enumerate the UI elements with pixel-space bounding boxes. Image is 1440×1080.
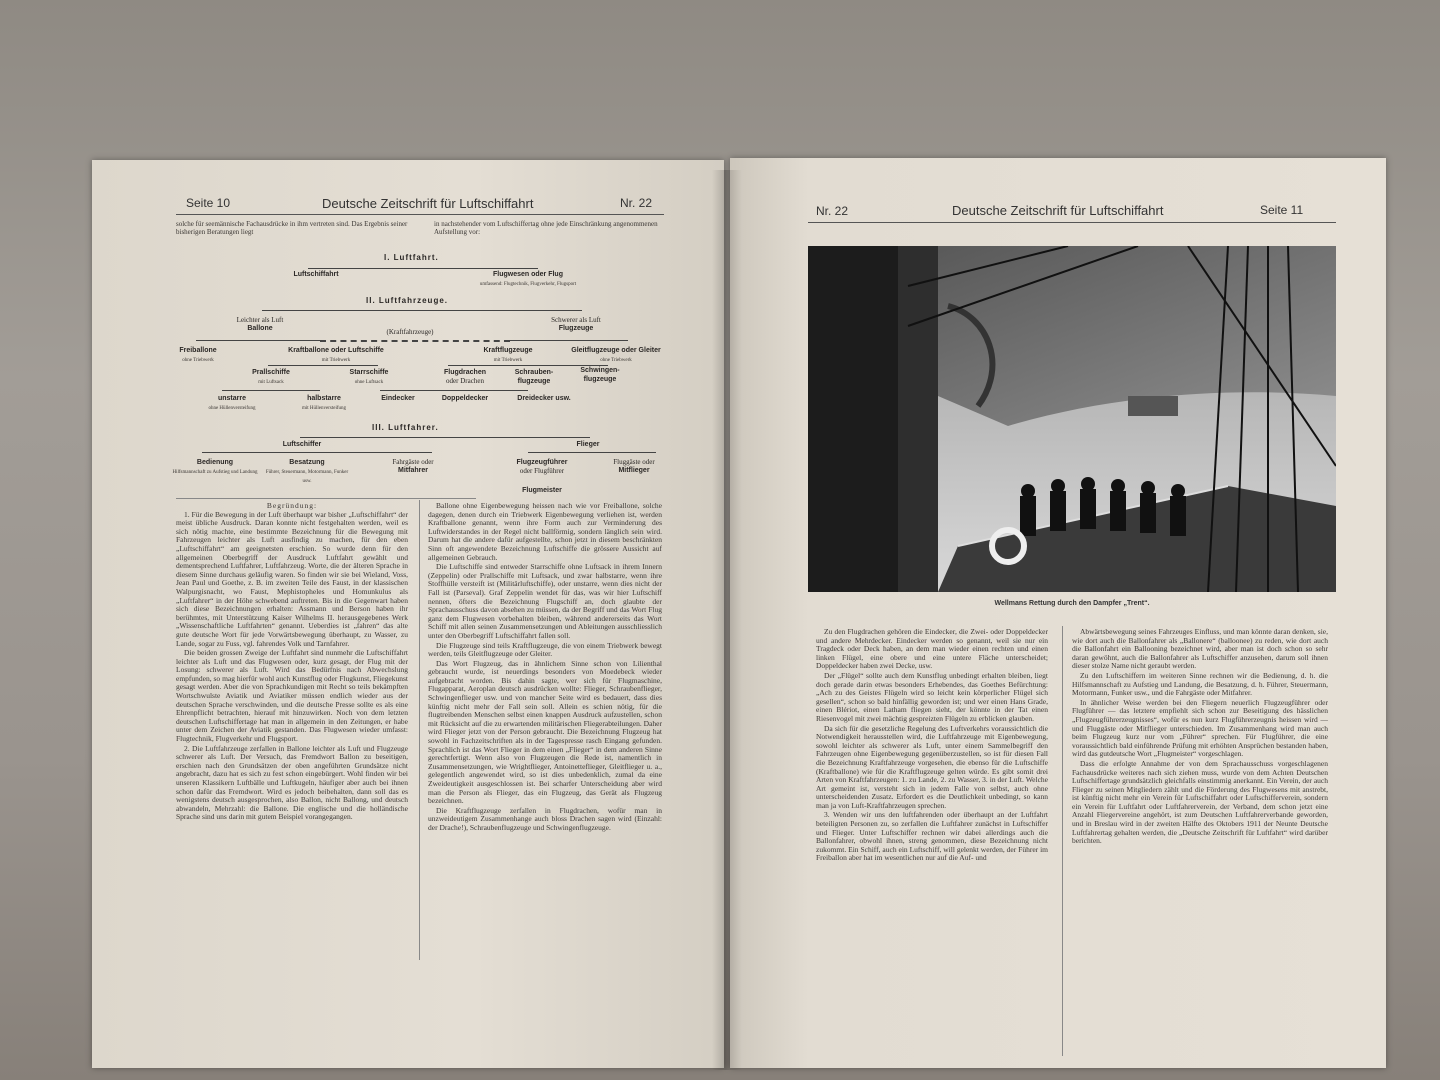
ship-airship-photo [808,246,1336,592]
kraftfahrzeuge-dashed-link [320,340,510,342]
photo-caption: Wellmans Rettung durch den Dampfer „Trent“. [994,600,1150,607]
diagram-bottom-rule [176,498,476,499]
left-col2-paragraph: Die Flugzeuge sind teils Kraftflugzeuge, die von einem Triebwerk bewegt werden, teils Gleitflugzeuge oder Gleiter. [428,640,662,659]
right-col2-paragraph: Dass die erfolgte Annahme der von dem Sprachausschuss vorgeschlagenen Fachausdrücke weiteres nach sich ziehen muss, wurde von dem Achten Deutschen Luftschiffertage grundsätzlich gleichfalls einstimmig anerkannt. Ein Verein, der auch Flieger zu seinen Mitgliedern zählt und die Förderung des Flugwesens mit anstrebt, ist künftig nicht mehr ein Verein für Luftschiffahrt oder Luftschifferverein, sondern ein Verein für Luftfahrt oder Luftfahrerverein, der Verband, dem schon jetzt eine Anzahl Fliegervereine angehört, ist zum Deutschen Luftfahrerverbande geworden, und in Breslau wird in der zweiten Hälfte des Oktobers 1911 der Neunte Deutsche Luftfahrertag gehalten werden, die „Deutsche Zeitschrift für Luftfahrt“ wird darüber berichten. [1072,758,1328,846]
right-page-number: Seite 11 [1260,203,1304,217]
node-luftschiffer: Luftschiffer [282,441,322,448]
node-schraubenflugzeuge: Schrauben- flugzeuge [514,369,554,385]
right-col1-paragraph: Der „Flügel“ sollte auch dem Kunstflug unbedingt erhalten bleiben, liegt doch gerade darin etwas besonders Erhebendes, das Goethes Befürchtung: „Ach zu des Geistes Flügeln wird so leicht kein körperlicher Flügel sich gesellen“, schon so bald hinfällig geworden ist; und wer einen Hans Grade, einen Blériot, einen Latham fliegen sieht, der könnte in der Tat einen Riesenvogel mit zwei mächtig gespreizten Flügeln zu erblicken glauben. [816,670,1048,723]
section2-bracket [262,310,582,311]
node-bedienung: Bedienung Hilfsmannschaft zu Aufstieg und Landung [172,459,258,475]
section-luftfahrt-title: I. Luftfahrt. [384,253,439,262]
left-page-number: Seite 10 [186,196,231,210]
node-fahrgaeste: Fahrgäste oder Mitfahrer [392,458,434,474]
prallschiffe-bracket [222,390,320,391]
right-col2-paragraph: Zu den Luftschiffern im weiteren Sinne rechnen wir die Bedienung, d. h. die Hilfsmannschaft zu Aufstieg und Landung, die Besatzung, d. h. Führer, Steuermann, Motormann, Funker usw., und die Fahrgäste oder Mitfahrer. [1072,670,1328,698]
ballone-bracket [196,340,326,341]
node-flugzeugfuehrer: Flugzeugführer oder Flugführer [516,459,568,475]
book-gutter [712,170,742,1070]
node-besatzung: Besatzung Führer, Steuermann, Motormann, Funker usw. [265,459,349,484]
section-luftfahrzeuge-title: II. Luftfahrzeuge. [366,296,448,305]
left-column-1 [176,502,408,962]
left-header-rule [176,214,664,215]
node-eindecker: Eindecker [381,395,415,402]
right-col1-paragraph: 3. Wenden wir uns den luftfahrenden oder überhaupt an der Luftfahrt beteiligten Personen zu, so zerfallen die Luftfahrer zunächst in Luftschiffer und Flieger. Unter Luftschiffer rechnen wir dabei allerdings auch die Ballonfahrer, obwohl ihnen, streng genommen, diese Bezeichnung nicht zukommt. Ein Schiff, auch ein Luftschiff, will gelenkt werden, der Führer im Freiballon aber hat im wesentlichen nur auf die Auf- und [816,810,1048,863]
node-flieger: Flieger [576,441,600,448]
node-prallschiffe: Prallschiffe mit Luftsack [252,369,290,385]
left-col2-paragraph: Ballone ohne Eigenbewegung heissen nach wie vor Freiballone, solche dagegen, denen durch ein Triebwerk Eigenbewegung verliehen ist, werden Kraftballone genannt, wenn ihre Form auch zur Verminderung des Luftwiderstandes in der Regel nicht ballförmig, sondern länglich sein wird. Darum hat die andere dafür aufgestellte, schon jetzt in diesem beschränkten Sinn oft angewendete Bezeichnung Luftschiffe die grössere Aussicht auf allgemeinen Gebrauch. [428,502,662,562]
right-col2-paragraph: Abwärtsbewegung seines Fahrzeuges Einfluss, und man könnte daran denken, sie, wie dort auch die Ballonfahrer als „Ballonere“ (balloonee) zu reden, wie dort auch die Ballonfahrt ein Ballooning bezeichnet wird, aber man ist doch schon so sehr daran gewöhnt, auch die Ballonfahrer als Luftschiffer anzusehen, darum soll ihnen dieser stolze Name nicht geraubt werden. [1072,628,1328,671]
node-luftschiffahrt: Luftschiffahrt [293,271,339,278]
right-header-rule [808,222,1336,223]
node-fluggaeste: Fluggäste oder Mitflieger [613,458,655,474]
intro-text-left: solche für seemännische Fachausdrücke in ihm vertreten sind. Das Ergebnis seiner bisherigen Beratungen liegt [176,220,408,236]
right-col2-paragraph: In ähnlicher Weise werden bei den Fliegern neuerlich Flugzeugführer oder Flugführer — das letztere empfiehlt sich schon zur Beseitigung des hässlichen „Flugzeugführerzeugnisses“, wofür es nun kurz Flugführerzeugnis heissen wird — und Fluggäste oder Mitflieger unterschieden. Im Zusammenhang wird man auch beim Flugzeug kurz nur vom „Führer“ sprechen. Für Flugführer, die eine voraussichtlich bald einführende Prüfung mit erhöhten Ansprüchen bestanden haben, wird das gutdeutsche Wort „Flugmeister“ vorgeschlagen. [1072,697,1328,759]
flieger-bracket [528,452,656,453]
section1-bracket [308,268,538,269]
right-column-divider [1062,626,1063,1056]
right-col1-paragraph: Zu den Flugdrachen gehören die Eindecker, die Zwei- oder Doppeldecker und andere Mehrdecker. Eindecker werden so genannt, weil sie nur ein Tragdeck oder Deck haben, an dem man wieder einen rechten und einen linken Flügel, eine obere und eine untere Fläche unterscheidet; Doppeldecker haben zwei Decke, usw. [816,628,1048,671]
section3-bracket [300,437,590,438]
section-luftfahrer-title: III. Luftfahrer. [372,423,439,432]
begruendung-heading: Begründung: [266,502,318,510]
left-running-title: Deutsche Zeitschrift für Luftschiffahrt [322,196,534,211]
node-leichter-als-luft: Leichter als Luft Ballone [236,316,284,332]
node-flugwesen: Flugwesen oder Flug umfassend: Flugtechnik, Flugverkehr, Flugsport [479,271,577,287]
node-starrschiffe: Starrschiffe ohne Luftsack [349,369,389,385]
right-running-title: Deutsche Zeitschrift für Luftschiffahrt [952,203,1164,218]
intro-text-right: in nachstehender vom Luftschiffertag ohne jede Einschränkung angenommenen Aufstellung vor: [434,220,658,236]
flugdrachen-bracket [380,390,528,391]
node-freiballone: Freiballone ohne Triebwerk [179,347,217,363]
node-schwingenflugzeuge: Schwingen- flugzeuge [580,367,620,383]
left-col2-paragraph: Die Luftschiffe sind entweder Starrschiffe ohne Luftsack in ihrem Innern (Zeppelin) oder Prallschiffe mit Luftsack, und zwar halbstarre, wenn ihre Stoffhülle versteift ist (Militärluftschiffe), oder unstarre, wenn dies nicht der Fall ist (Parseval). Graf Zeppelin wendet für das, was wir hier Luftschiff nennen, öfters die Bezeichnung Flugschiff an, doch glaubte der Sprachausschuss davon absehen zu müssen, da der Begriff und das Wort Flug ganz dem Flugwesen vorbehalten bleiben, während andererseits das Wort Schiff mit allen seinen Zusammensetzungen und Ableitungen ausschliesslich unter den Oberbegriff Luftschiffahrt fallen soll. [428,562,662,640]
left-col2-paragraph: Die Kraftflugzeuge zerfallen in Flugdrachen, wofür man in unzweideutigem Zusammenhange auch bloss Drachen sagen wird (Einzahl: der Drache!), Schraubenflugzeuge und Schwingenflugzeuge. [428,805,662,832]
right-issue-number: Nr. 22 [816,204,849,218]
left-col1-paragraph: 1. Für die Bewegung in der Luft überhaupt war bisher „Luftschiffahrt“ der meist übliche Ausdruck. Daran konnte nicht festgehalten werden, weil es sich nötig machte, eine bestimmte Bezeichnung für die Bewegung mit Fahrzeugen leichter als Luft ausfindig zu machen, für den eben „Luftschiffahrt“ am geeignetsten erschien. So wurde denn für den allgemeinen Oberbegriff der Ausdruck Luftfahrt gewählt und dementsprechend Luftfahrer, Luftfahrzeug. Worte, die der älteren Sprache in diesem Sinne durchaus geläufig waren. So finden wir sie bei Wieland, Voss, Jean Paul und Goethe, z. B. im zweiten Teile des Faust, in der klassischen Walpurgisnacht, wo Faust, Mephistopheles und Homunkulus als „Luftfahrer“ in der Höhe schwebend auftreten. Bis in die Gegenwart haben sich diese Bezeichnungen erhalten: Assmann und Berson haben ihr berühmtes, mit Unterstützung Kaiser Wilhelms II. herausgegebenes Werk „Wissenschaftliche Luftfahrten“ genannt. Ueberdies ist „fahren“ das alte gute deutsche Wort für jede Vorwärtsbewegung überhaupt, zu Wasser, zu Lande, sogar zu Fuss, vgl. fahrendes Volk und Tarnfahrer. [176,509,408,648]
luftschiffe-bracket [268,365,378,366]
node-doppeldecker: Doppeldecker [441,395,489,402]
right-column-2 [1072,628,1328,1058]
node-kraftballone: Kraftballone oder Luftschiffe mit Triebwerk [288,347,384,363]
left-issue-number: Nr. 22 [620,196,653,210]
node-dreidecker: Dreidecker usw. [517,395,571,402]
left-col2-paragraph: Das Wort Flugzeug, das in ähnlichem Sinne schon von Lilienthal gebraucht wurde, ist neuerdings besonders von Moedebeck wieder aufgebracht worden. Bis dahin sagte, wer sich für Flugmaschine, Flugapparat, Aeroplan deutsch ausdrücken wollte: Flieger, Schraubenflieger, Schwingenflieger usw. und von mancher Seite wird es bedauert, dass dies künftig nicht mehr der Fall sein soll. Allein es schien nötig, für die flugtreibenden Menschen selbst einen knappen Ausdruck aufzustellen, schon mit Rücksicht auf die zu erwartenden militärischen Fliegerabteilungen. Daher wird Flieger jetzt von der Person gebraucht. Die Bezeichnung Flugzeug hat sowohl in Fachzeitschriften als in der Tagespresse rasch Eingang gefunden. Sprachlich ist das Wort Flieger in dem einen „Flieger“ in dem anderen Sinne gerechtfertigt. Wenn also von Flugzeugen die Rede ist, namentlich in Zusammensetzungen, wie Wrightflieger, Antoinetteflieger, Gleitflieger u. a., gelegentlich angewendet wird, so ist dies unbedenklich, zumal da eine Zweideutigkeit ausgeschlossen ist. Bei scharfer Unterscheidung aber wird man die Person als Flieger, das ein Flugzeug, das Gerät als Flugzeug bezeichnen. [428,658,662,806]
right-col1-paragraph: Da sich für die gesetzliche Regelung des Luftverkehrs voraussichtlich die Notwendigkeit herausstellen wird, die Luftfahrzeuge mit Eigenbewegung, sowohl leichter als schwerer als Luft, unter einem Sammelbegriff den Fahrzeugen ohne Eigenbewegung gegenüberzustellen, so ist für diesen Fall die Bezeichnung Kraftfahrzeuge vorgesehen, die ebenso für die Luftschiffe (Kraftballone) wie für die Kraftflugzeuge gelten würde. Es gibt somit drei Arten von Kraftfahrzeugen: 1. zu Lande, 2. zu Wasser, 3. in der Luft. Welche Art gemeint ist, versteht sich in jedem Falle von selbst, auch ohne unterscheidenden Zusatz. Erfordert es die Deutlichkeit unbedingt, so kann man ja von Luft-Kraftfahrzeugen sprechen. [816,723,1048,810]
node-kraftfahrzeuge: (Kraftfahrzeuge) [386,328,434,336]
left-col1-paragraph: Die beiden grossen Zweige der Luftfahrt sind nunmehr die Luftschiffahrt leichter als Luft und das Flugwesen oder, kurz gesagt, der Flug mit der Losung: schwerer als Luft. Wird das Bedürfnis nach Abwechslung empfunden, so mag hierfür wohl auch Kunstflug oder Flugkunst, Fliegekunst gesagt werden. Aber die von Sprachkundigen mit Recht so teils bekämpften Wortschwulste Aviatik und Aviatiker müssen endlich wieder aus der deutschen Sprache verschwinden, und die deutsche Presse sollte es als eine Ehrenpflicht betrachten, hierauf mit hinzuwirken. Noch von dem letzten deutschen Luftschiffertage hat man in allgemein in den Zeitungen, er habe unter dem Zeichen der Aviatik gestanden. Das Flugwesen wieder umfasst: Flugtechnik, Flugverkehr und Flugsport. [176,648,408,744]
column-divider [419,500,420,960]
node-kraftflugzeuge: Kraftflugzeuge mit Triebwerk [483,347,533,363]
left-column-2 [428,502,662,962]
left-col1-paragraph: 2. Die Luftfahrzeuge zerfallen in Ballone leichter als Luft und Flugzeuge schwerer als Luft. Der Versuch, das Fremdwort Ballon zu beseitigen, erschien nach den Grundsätzen der oben angeführten Grundsätze nicht angebracht, dazu hat es sich zu fest schon eingebürgert. Wohl finden wir bei unseren Klassikern Luftbälle und Luftkugeln, häufiger aber auch bei ihnen schon dafür das Fremdwort. Wird es jedoch beibehalten, dann soll das es wenigstens deutsch ausgesprochen, also Ballon, nicht Ballong, und deutsch abwandeln, Mehrzahl: die Ballone. Die englische und die holländische Sprache sind uns darin mit gutem Beispiel vorangegangen. [176,743,408,822]
node-flugdrachen: Flugdrachen oder Drachen [443,369,486,385]
node-halbstarre: halbstarre mit Hüllenversteifung [301,395,347,411]
flugzeuge-bracket [508,340,628,341]
node-schwerer-als-luft: Schwerer als Luft Flugzeuge [551,316,601,332]
photo-illustration [808,246,1336,592]
node-unstarre: unstarre ohne Hüllenversteifung [208,395,256,411]
node-flugmeister: Flugmeister [522,487,562,494]
luftschiffer-bracket [202,452,432,453]
right-column-1 [816,628,1048,1058]
node-gleitflugzeuge: Gleitflugzeuge oder Gleiter ohne Triebwerk [571,347,661,363]
